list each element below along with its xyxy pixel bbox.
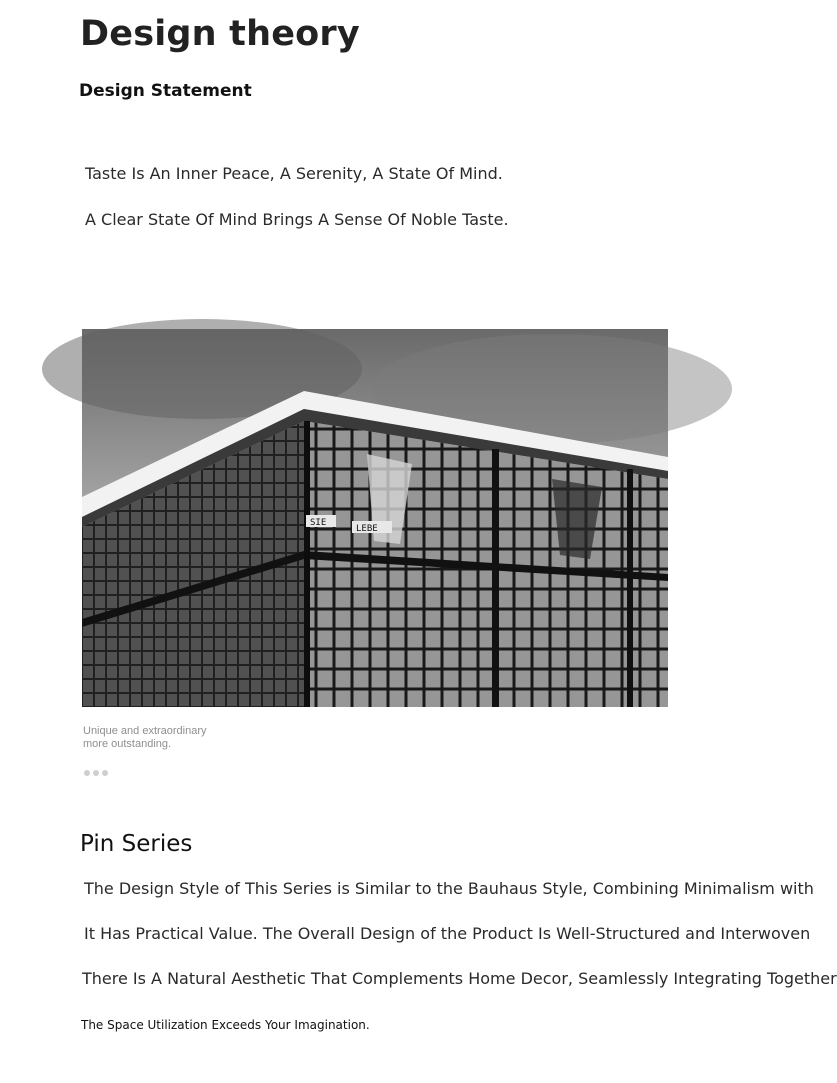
- carousel-dot[interactable]: [93, 770, 99, 776]
- section-subtitle: Design Statement: [79, 81, 252, 101]
- carousel-dot[interactable]: [84, 770, 90, 776]
- building-photo: [82, 329, 668, 707]
- carousel-dots: [84, 770, 108, 776]
- pin-series-line-3: There Is A Natural Aesthetic That Complements Home Decor, Seamlessly Integrating Together: [82, 969, 837, 988]
- caption-line-2: more outstanding.: [83, 738, 172, 750]
- caption-line-1: Unique and extraordinary: [83, 725, 207, 737]
- carousel-dot[interactable]: [102, 770, 108, 776]
- pin-series-line-1: The Design Style of This Series is Similar to the Bauhaus Style, Combining Minimalism with: [84, 879, 814, 898]
- pin-series-line-2: It Has Practical Value. The Overall Design of the Product Is Well-Structured and Interwoven: [84, 924, 811, 943]
- pin-series-note: The Space Utilization Exceeds Your Imagination.: [81, 1018, 370, 1032]
- pin-series-title: Pin Series: [80, 831, 193, 857]
- page-title: Design theory: [80, 14, 360, 54]
- sign-text-2: LEBE: [356, 524, 378, 534]
- statement-line-1: Taste Is An Inner Peace, A Serenity, A State Of Mind.: [85, 164, 503, 183]
- sign-text-1: SIE: [310, 518, 327, 528]
- photo-caption: [83, 725, 207, 751]
- statement-line-2: A Clear State Of Mind Brings A Sense Of Noble Taste.: [85, 210, 509, 229]
